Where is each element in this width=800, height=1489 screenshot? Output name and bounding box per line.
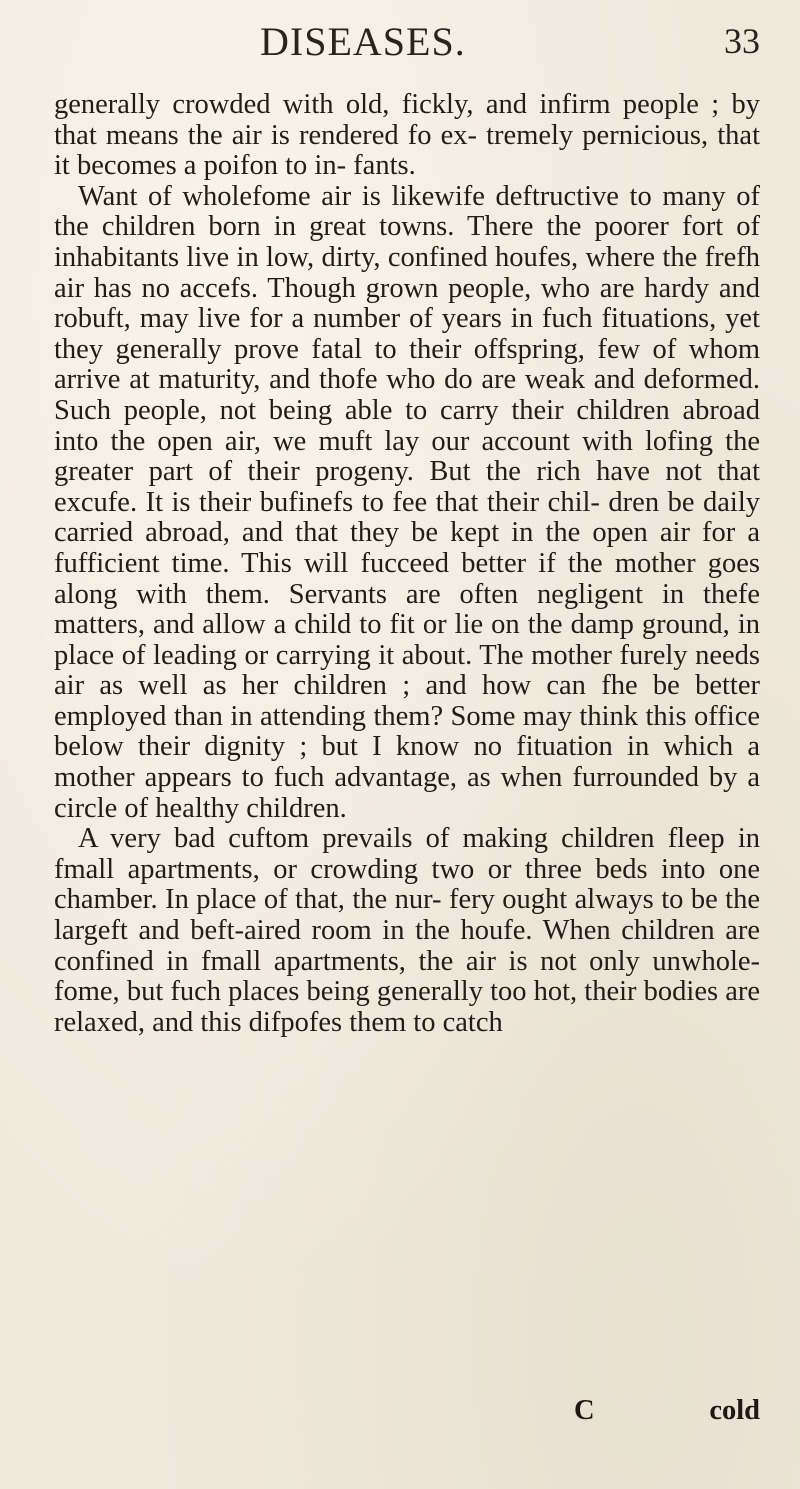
signature-mark: C (574, 1395, 595, 1426)
paragraph-want-of-air: Want of wholefome air is likewife deftructive to many of the children born in great towns. There the poorer fort of inhabitants live in low, dirty, confined houfes, where the frefh air has no accefs. Though grown people, who are hardy and robuft, may live for a number of years in fuch fituations, yet they generally prove fatal to their offspring, few of whom arrive at maturity, and thofe who do are weak and deformed. Such people, not being able to carry their children abroad into the open air, we muft lay our account with lofing the greater part of their progeny. But the rich have not that excufe. It is their bufinefs to fee that their chil- dren be daily carried abroad, and that they be kept in the open air for a fufficient time. This will fucceed better if the mother goes along with them. Servants are often negligent in thefe matters, and allow a child to fit or lie on the damp ground, in place of leading or carrying it about. The mother furely needs air as well as her children ; and how can fhe be better employed than in attending them? Some may think this office below their dignity ; but I know no fituation in which a mother appears to fuch advantage, as when furrounded by a circle of healthy children. (54, 180, 760, 824)
body-text (54, 90, 760, 1038)
page-number: 33 (724, 21, 760, 61)
running-title: DISEASES. (260, 19, 466, 64)
catchword: cold (709, 1395, 760, 1426)
paragraph-continued: generally crowded with old, fickly, and infirm people ; by that means the air is rendered fo ex- tremely pernicious, that it becomes a poifon to in- fants. (54, 89, 760, 182)
page-footer (54, 1395, 760, 1431)
running-head (60, 18, 760, 78)
paragraph-bad-custom: A very bad cuftom prevails of making children fleep in fmall apartments, or crowding two or three beds into one chamber. In place of that, the nur- fery ought always to be the largeft and beft-aired room in the houfe. When children are confined in fmall apartments, the air is not only unwhole- fome, but fuch places being generally too hot, their bodies are relaxed, and this difpofes them to catch (54, 823, 760, 1038)
